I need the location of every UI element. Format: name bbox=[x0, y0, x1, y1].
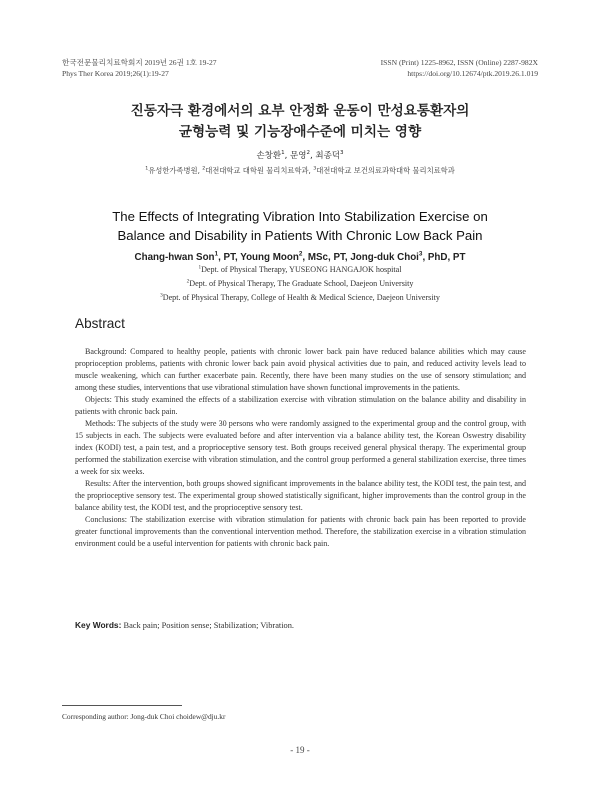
journal-citation: Phys Ther Korea 2019;26(1):19-27 bbox=[62, 69, 169, 78]
author-sup: 3 bbox=[340, 150, 344, 157]
affiliation-text: Dept. of Physical Therapy, YUSEONG HANGAJOK hospital bbox=[201, 265, 402, 274]
author-name: Jong-duk Choi bbox=[350, 252, 419, 263]
author-sup: 1 bbox=[281, 150, 285, 157]
korean-authors: 손창환$^1$, 문영$^2$, 최종덕$^3$ bbox=[256, 150, 344, 161]
affil-sup: 3 bbox=[313, 166, 317, 172]
author-name: 최종덕 bbox=[315, 151, 341, 161]
english-title-line: The Effects of Integrating Vibration Into Stabilization Exercise on bbox=[112, 209, 488, 224]
abstract-background: Background: Compared to healthy people, patients with chronic lower back pain have reduced balance abilities which may cause proprioception problems, patients with chronic lower back pain avoid physical activities due to pain, and reduced activity levels lead to muscle weakening, which can further exacerbate pain. Recently, there have been many studies on the use of sensory stimulation; and among these studies, interventions that use vibrational stimulation have shown functional improvements in the patients. bbox=[75, 347, 526, 392]
english-affiliation bbox=[0, 292, 600, 303]
page-number: - 19 - bbox=[290, 745, 310, 755]
affiliation: 유성한가족병원 bbox=[148, 166, 198, 175]
author-name: Young Moon bbox=[240, 252, 299, 263]
affil-sup: 1 bbox=[145, 166, 149, 172]
english-affiliation bbox=[0, 278, 600, 289]
journal-header-left bbox=[62, 57, 217, 79]
english-authors: Chang-hwan Son$^1$, PT, Young Moon$^2$, MSc, PT, Jong-duk Choi$^3$, PhD, PT bbox=[134, 250, 466, 263]
keywords bbox=[75, 619, 526, 632]
affil-sup: 2 bbox=[202, 166, 206, 172]
korean-title-line: 균형능력 및 기능장애수준에 미치는 영향 bbox=[178, 124, 422, 140]
abstract-results: Results: After the intervention, both groups showed significant improvements in the balance ability test, the KODI test, the pain test, and the proprioceptive sensory test. The experimental group showed statistically significant, higher improvements than the control group in the balance ability test, the KODI test, and the proprioceptive sensory test. bbox=[75, 479, 526, 512]
author-name: 손창환 bbox=[256, 151, 282, 161]
english-title-line: Balance and Disability in Patients With Chronic Low Back Pain bbox=[117, 228, 483, 243]
author-sup: 1 bbox=[214, 250, 219, 258]
korean-affiliations: $^1$유성한가족병원, $^2$대전대학교 대학원 물리치료학과, $^3$대전대학교 보건의료과학대학 물리치료학과 bbox=[145, 166, 455, 175]
affiliation-text: Dept. of Physical Therapy, The Graduate School, Daejeon University bbox=[189, 279, 414, 288]
footnote-divider bbox=[62, 705, 182, 706]
affil-sup: 2 bbox=[186, 278, 190, 285]
author-sup: 2 bbox=[298, 250, 303, 258]
author-credentials: , PhD, PT bbox=[422, 252, 466, 263]
abstract-body bbox=[75, 346, 526, 550]
keywords-text: Back pain; Position sense; Stabilization; Vibration. bbox=[123, 621, 295, 630]
affil-sup: 1 bbox=[198, 264, 202, 271]
korean-title bbox=[0, 101, 600, 143]
author-name: Chang-hwan Son bbox=[134, 252, 215, 263]
abstract-heading: Abstract bbox=[75, 316, 125, 331]
affiliation: 대전대학교 대학원 물리치료학과 bbox=[205, 166, 309, 175]
abstract-objects: Objects: This study examined the effects of a stabilization exercise with vibration stimulation on the balance ability and disability in patients with chronic back pain. bbox=[75, 395, 526, 416]
doi-link[interactable]: https://doi.org/10.12674/ptk.2019.26.1.019 bbox=[407, 69, 538, 78]
journal-name-korean: 한국전문물리치료학회지 2019년 26권 1호 19-27 bbox=[62, 58, 217, 67]
journal-header-right bbox=[381, 57, 538, 79]
issn-line: ISSN (Print) 1225-8962, ISSN (Online) 2287-982X bbox=[380, 58, 538, 67]
author-sup: 2 bbox=[306, 150, 310, 157]
english-title bbox=[0, 207, 600, 245]
english-affiliation bbox=[0, 264, 600, 275]
affil-sup: 3 bbox=[160, 292, 163, 299]
corresponding-author: Corresponding author: Jong-duk Choi choidew@dju.kr bbox=[62, 712, 226, 721]
affiliation: 대전대학교 보건의료과학대학 물리치료학과 bbox=[316, 166, 455, 175]
author-credentials: , MSc, PT bbox=[302, 252, 345, 263]
korean-title-line: 진동자극 환경에서의 요부 안정화 운동이 만성요통환자의 bbox=[130, 103, 470, 119]
author-credentials: , PT bbox=[218, 252, 235, 263]
abstract-methods: Methods: The subjects of the study were 30 persons who were randomly assigned to the experimental group and the control group, with 15 subjects in each. The subjects were evaluated before and after intervention via a balance ability test, the Korean Oswestry disability index (KODI) test, a pain test, and a proprioceptive sensory test. Both groups received general physical therapy. The experimental group performed the stabilization exercise with vibration stimulation, and the control group performed a general stabilization exercise, three times a week for six weeks. bbox=[75, 419, 526, 476]
keywords-label: Key Words: bbox=[75, 620, 122, 630]
abstract-conclusions: Conclusions: The stabilization exercise with vibration stimulation for patients with chronic back pain has been reported to provide greater functional improvements than the conventional intervention method. Therefore, the stabilization exercise in a vibration stimulation environment could be a useful intervention for patients with chronic back pain. bbox=[75, 515, 526, 548]
author-name: 문영 bbox=[290, 151, 307, 161]
author-sup: 3 bbox=[418, 250, 423, 258]
affiliation-text: Dept. of Physical Therapy, College of Health & Medical Science, Daejeon University bbox=[162, 293, 440, 302]
